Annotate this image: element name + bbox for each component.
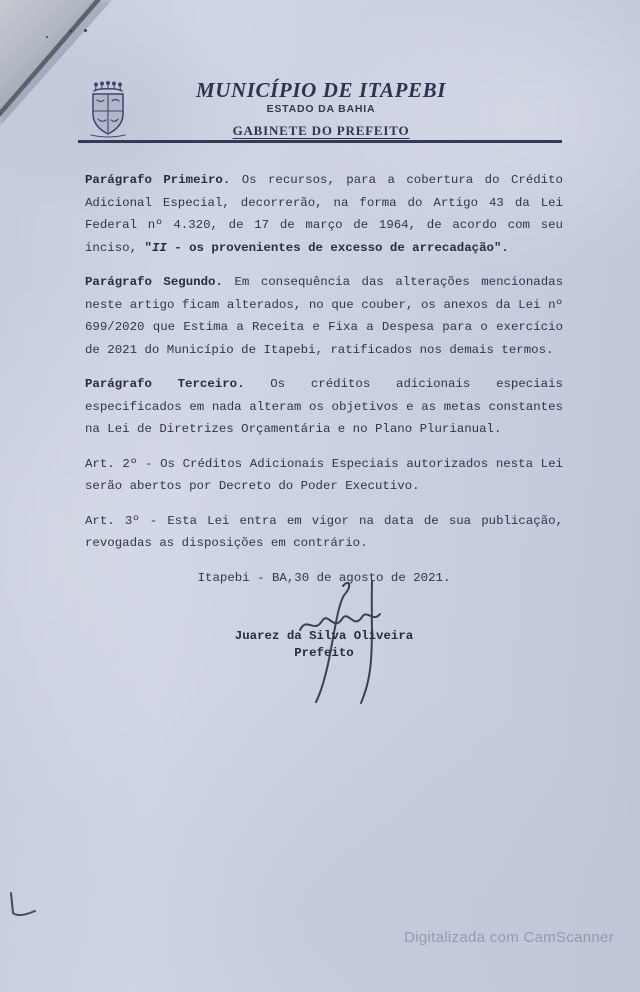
ink-speck [70, 30, 72, 32]
state-subtitle: ESTADO DA BAHIA [266, 103, 376, 115]
article-lead: Art. 2º - [85, 456, 153, 471]
paragraph-lead: Parágrafo Primeiro. [85, 173, 231, 187]
quoted-clause: "II - os provenientes de excesso de arrecadação". [144, 240, 509, 255]
paragraph-lead: Parágrafo Segundo. [85, 275, 223, 289]
signatory-role: Prefeito [294, 646, 354, 660]
article-2 [85, 453, 563, 498]
paragraph-terceiro [85, 373, 563, 441]
pen-mark-icon [4, 890, 40, 924]
article-3 [85, 510, 563, 555]
article-text: Os Créditos Adicionais Especiais autorizados nesta Lei serão abertos por Decreto do Poder Executivo. [85, 456, 563, 493]
municipality-title: MUNICÍPIO DE ITAPEBI [195, 78, 447, 102]
ink-speck [46, 36, 48, 38]
paragraph-text: Os recursos, para a cobertura do Crédito Adicional Especial, decorrerão, na forma do Artigo 43 da Lei Federal nº 4.320, de 17 de março de 1964, de acordo com seu inciso, [85, 173, 563, 255]
paragraph-primeiro [85, 169, 563, 259]
dateline: Itapebi - BA,30 de agosto de 2021. [197, 570, 451, 585]
document-header [80, 78, 562, 116]
article-lead: Art. 3º - [85, 513, 158, 528]
document-body [85, 169, 563, 601]
paragraph-text: Em consequência das alterações mencionadas neste artigo ficam alterados, no que couber, os anexos da Lei nº 699/2020 que Estima a Receita e Fixa a Despesa para o exercício de 2021 do Município de Itapebi, ratificados nos demais termos. [85, 275, 564, 357]
article-text: Esta Lei entra em vigor na data de sua publicação, revogadas as disposições em contrário. [85, 513, 564, 550]
signatory-name: Juarez da Silva Oliveira [234, 629, 414, 643]
header-rule [78, 140, 562, 143]
paragraph-lead: Parágrafo Terceiro. [85, 377, 245, 391]
paragraph-text: Os créditos adicionais especiais especificados em nada alteram os objetivos e as metas constantes na Lei de Diretrizes Orçamentária e no Plano Plurianual. [85, 377, 563, 436]
camscanner-watermark: Digitalizada com CamScanner [404, 929, 614, 946]
ink-speck [84, 29, 87, 32]
signature-scribble-icon [288, 576, 413, 704]
office-heading: GABINETE DO PREFEITO [232, 123, 410, 138]
paragraph-segundo [85, 271, 563, 361]
